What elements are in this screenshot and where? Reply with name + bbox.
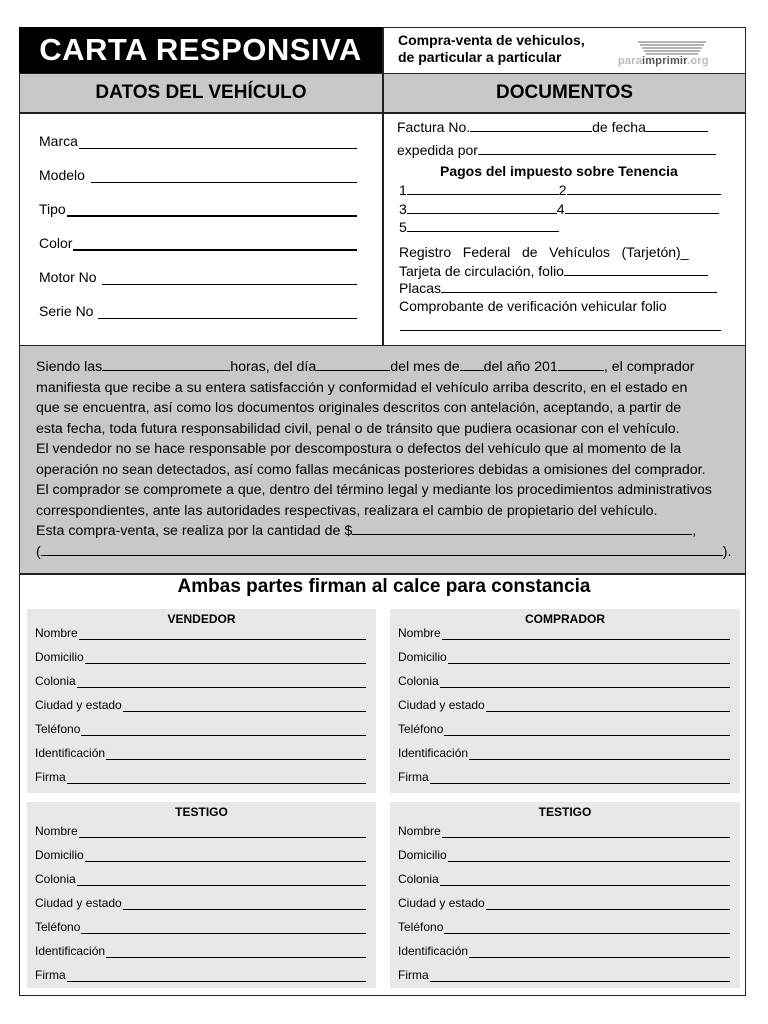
- testigo-1-box: [27, 802, 376, 988]
- comprador-nombre: Nombre: [398, 626, 730, 640]
- testigo-2-title: TESTIGO: [538, 805, 592, 819]
- document-subtitle: [398, 32, 585, 66]
- vendedor-telefono: Teléfono: [35, 722, 366, 736]
- testigo-2-ciudad: Ciudad y estado: [398, 896, 730, 910]
- tenencia-row-3: 5: [399, 219, 559, 235]
- testigo-1-title: TESTIGO: [175, 805, 228, 819]
- column-divider: [382, 27, 384, 345]
- comprador-title: COMPRADOR: [525, 612, 605, 626]
- testigo-2-domicilio: Domicilio: [398, 848, 730, 862]
- declaration-line-5: El vendedor no se hace responsable por descompostura o defectos del vehículo que al momento de la: [36, 441, 682, 457]
- documents-section-heading: DOCUMENTOS: [384, 74, 745, 112]
- document-title: CARTA RESPONSIVA: [19, 27, 382, 73]
- declaration-line-6: operación no sean detectados, así como fallas mecánicas posteriores debidas a omisiones del comprador.: [36, 461, 706, 478]
- comprador-box: [390, 609, 740, 793]
- testigo-1-colonia: Colonia: [35, 872, 366, 886]
- logo-text: paraimprimir.org: [618, 55, 709, 67]
- field-tarjeta: Tarjeta de circulación, folio: [399, 263, 708, 279]
- comprador-identificacion: Identificación: [398, 746, 730, 760]
- declaration-line-9: Esta compra-venta, se realiza por la cantidad de $ ,: [36, 523, 697, 539]
- testigo-1-telefono: Teléfono: [35, 920, 366, 934]
- testigo-2-colonia: Colonia: [398, 872, 730, 886]
- comprador-domicilio: Domicilio: [398, 650, 730, 664]
- testigo-2-telefono: Teléfono: [398, 920, 730, 934]
- testigo-2-firma: Firma: [398, 968, 730, 982]
- testigo-2-identificacion: Identificación: [398, 944, 730, 958]
- subtitle-line-2: de particular a particular: [398, 49, 562, 65]
- testigo-2-box: [390, 802, 740, 988]
- field-marca: Marca: [39, 133, 357, 149]
- signatures-title: Ambas partes firman al calce para constancia: [177, 576, 591, 597]
- comprador-firma: Firma: [398, 770, 730, 784]
- declaration-line-7: El comprador se compromete a que, dentro del término legal y mediante los procedimientos administrativos: [36, 482, 712, 498]
- field-color: Color: [39, 235, 357, 251]
- vendedor-identificacion: Identificación: [35, 746, 366, 760]
- comprador-telefono: Teléfono: [398, 722, 730, 736]
- comprador-colonia: Colonia: [398, 674, 730, 688]
- vendedor-firma: Firma: [35, 770, 366, 784]
- vendedor-colonia: Colonia: [35, 674, 366, 688]
- field-motor: Motor No: [39, 269, 357, 285]
- field-modelo: Modelo: [39, 167, 357, 183]
- vehicle-section-heading: DATOS DEL VEHÍCULO: [20, 74, 382, 112]
- vendedor-ciudad: Ciudad y estado: [35, 698, 366, 712]
- tenencia-title: Pagos del impuesto sobre Tenencia: [440, 163, 678, 179]
- testigo-1-nombre: Nombre: [35, 824, 366, 838]
- declaration-line-2: manifiesta que recibe a su entera satisfacción y conformidad el vehículo arriba descrito, en el estado en: [36, 379, 688, 396]
- tenencia-row-2: 3 4: [399, 201, 719, 217]
- testigo-1-domicilio: Domicilio: [35, 848, 366, 862]
- field-comprobante: Comprobante de verificación vehicular folio: [399, 298, 667, 314]
- testigo-1-ciudad: Ciudad y estado: [35, 896, 366, 910]
- comprador-ciudad: Ciudad y estado: [398, 698, 730, 712]
- testigo-1-identificacion: Identificación: [35, 944, 366, 958]
- field-expedida: expedida por: [397, 142, 716, 158]
- vendedor-title: VENDEDOR: [167, 612, 236, 626]
- vendedor-box: [27, 609, 376, 793]
- divider: [19, 573, 746, 575]
- comprobante-line: [400, 330, 721, 331]
- declaration-line-3: que se encuentra, así como los documentos originales descritos con antelación, aceptando, a partir de: [36, 400, 682, 416]
- field-placas: Placas: [399, 280, 717, 296]
- tenencia-row-1: 1 2: [399, 182, 721, 198]
- field-tipo: Tipo: [39, 201, 357, 217]
- declaration-line-1: Siendo las horas, del día del mes de del año 201 , el comprador: [36, 359, 695, 375]
- field-factura: Factura No. de fecha: [397, 119, 708, 135]
- subtitle-line-1: Compra-venta de vehiculos,: [398, 32, 585, 48]
- declaration-line-8: correspondientes, ante las autoridades respectivas, realizara el cambio de propietario del vehículo.: [36, 502, 658, 519]
- vendedor-domicilio: Domicilio: [35, 650, 366, 664]
- field-registro: Registro Federal de Vehículos (Tarjetón)_: [399, 244, 689, 260]
- declaration-line-10: ( ).: [36, 543, 732, 560]
- testigo-2-nombre: Nombre: [398, 824, 730, 838]
- field-serie: Serie No: [39, 303, 357, 319]
- declaration-line-4: esta fecha, toda futura responsabilidad civil, penal o de tránsito que pudiera ocasionar con el vehículo.: [36, 420, 680, 437]
- declaration-paragraph: [36, 357, 736, 562]
- vendedor-nombre: Nombre: [35, 626, 366, 640]
- logo: [618, 40, 730, 70]
- testigo-1-firma: Firma: [35, 968, 366, 982]
